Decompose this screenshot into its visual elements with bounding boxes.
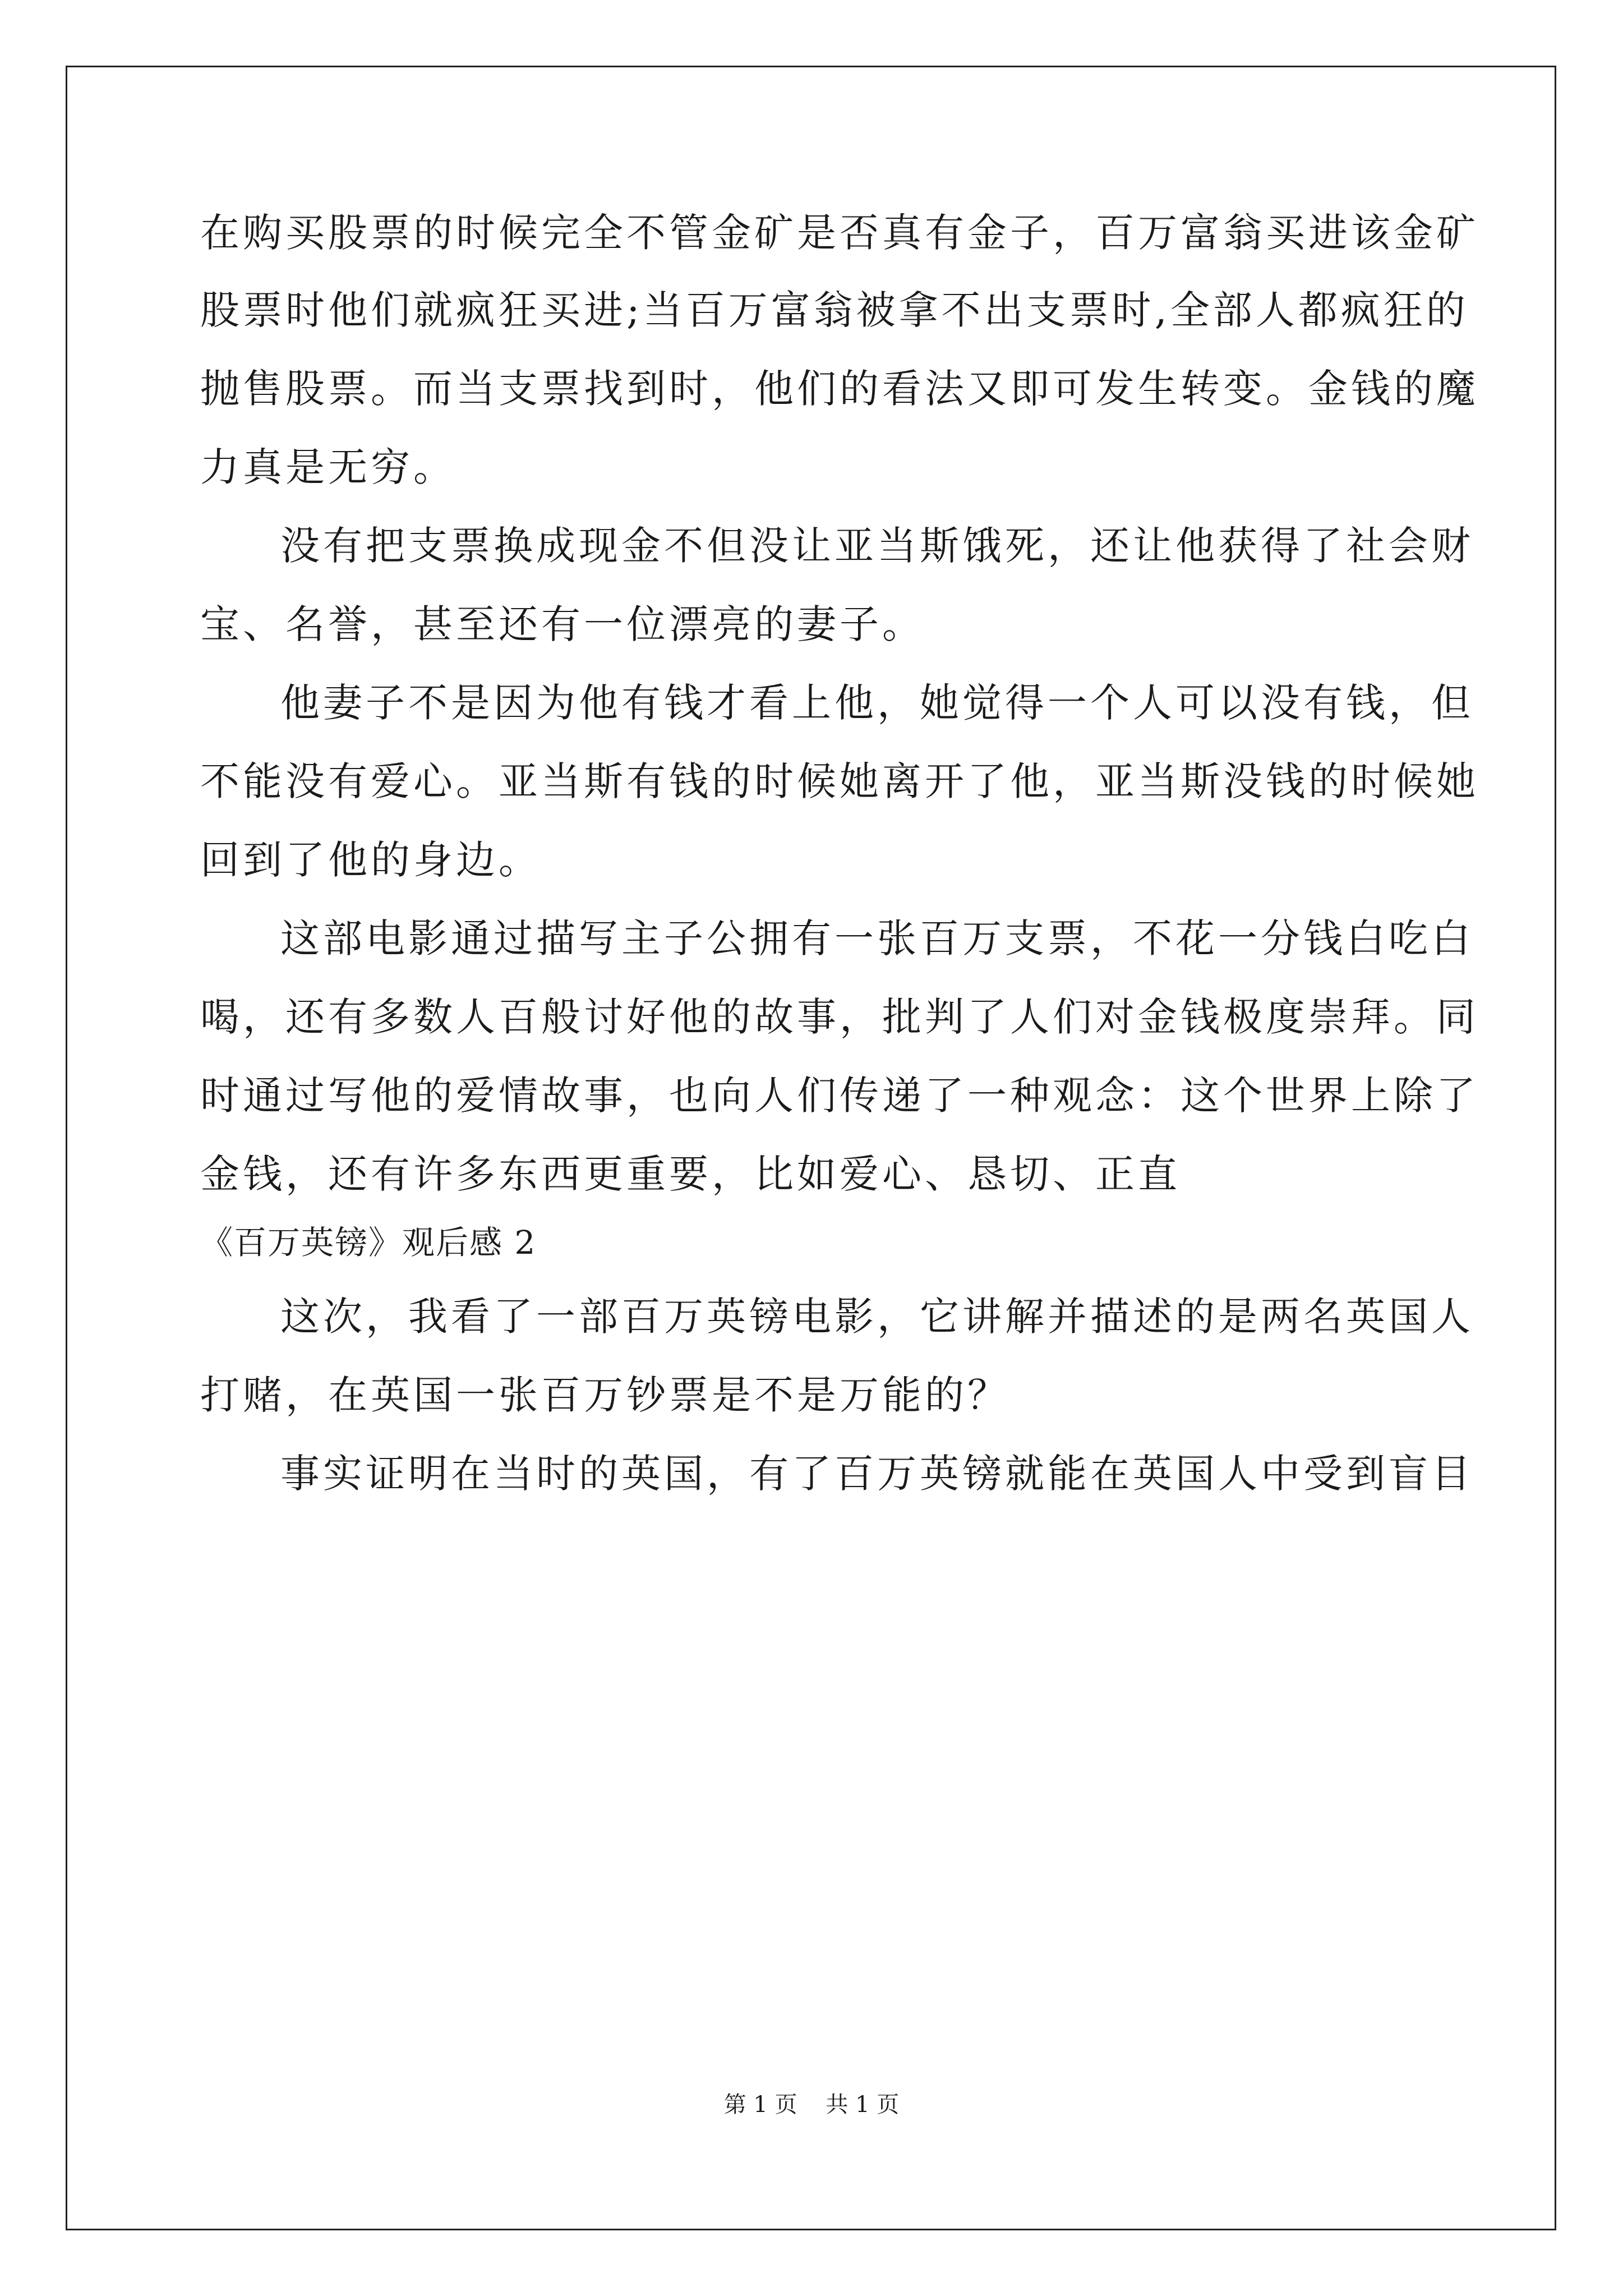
paragraph-start-line: 没有把支票换成现金不但没让亚当斯饿死，还让他获得了社会财	[280, 523, 1474, 569]
paragraph-start-line: 这次，我看了一部百万英镑电影，它讲解并描述的是两名英国人	[280, 1294, 1474, 1340]
text-line: 力真是无穷。	[200, 444, 456, 490]
paragraph-start-line: 事实证明在当时的英国，有了百万英镑就能在英国人中受到盲目	[280, 1451, 1474, 1497]
paragraph-start-line: 他妻子不是因为他有钱才看上他，她觉得一个人可以没有钱，但	[280, 680, 1474, 726]
text-line: 打赌，在英国一张百万钞票是不是万能的？	[200, 1372, 1010, 1418]
text-line: 时通过写他的爱情故事，也向人们传递了一种观念：这个世界上除了	[200, 1073, 1479, 1119]
section-heading: 《百万英镑》观后感 2	[200, 1223, 537, 1262]
text-line: 股票时他们就疯狂买进;当百万富翁被拿不出支票时,全部人都疯狂的	[200, 287, 1469, 333]
text-line: 喝，还有多数人百般讨好他的故事，批判了人们对金钱极度崇拜。同	[200, 994, 1479, 1040]
paragraph-start-line: 这部电影通过描写主子公拥有一张百万支票，不花一分钱白吃白	[280, 915, 1474, 961]
text-line: 宝、名誉，甚至还有一位漂亮的妻子。	[200, 601, 925, 647]
page-footer: 第 1 页 共 1 页	[723, 2092, 900, 2118]
text-line: 金钱，还有许多东西更重要，比如爱心、恳切、正直	[200, 1151, 1181, 1197]
text-line: 回到了他的身边。	[200, 837, 541, 883]
text-line: 不能没有爱心。亚当斯有钱的时候她离开了他，亚当斯没钱的时候她	[200, 758, 1479, 804]
text-line: 在购买股票的时候完全不管金矿是否真有金子，百万富翁买进该金矿	[200, 210, 1479, 256]
text-line: 抛售股票。而当支票找到时，他们的看法又即可发生转变。金钱的魔	[200, 366, 1479, 412]
